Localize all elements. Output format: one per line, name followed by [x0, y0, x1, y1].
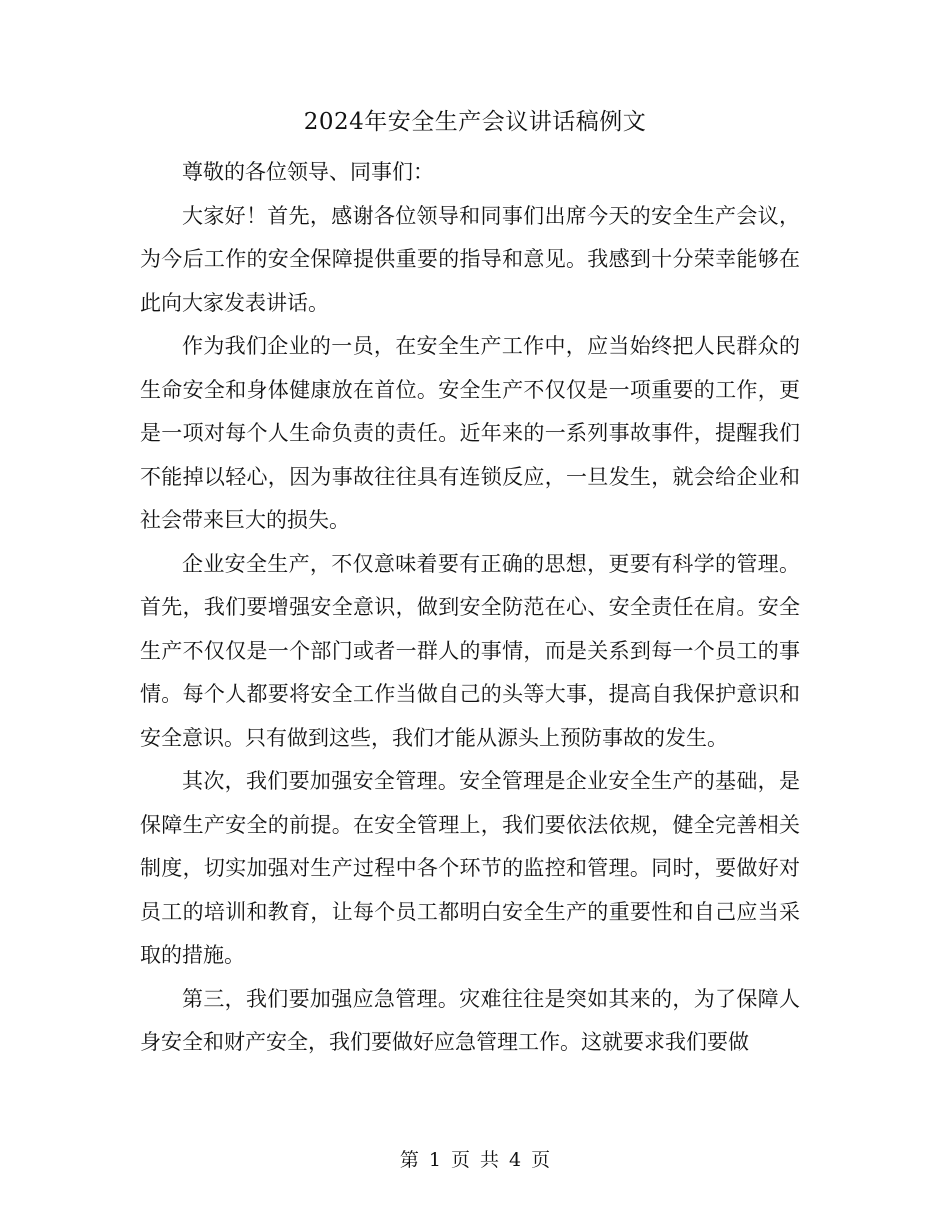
body-paragraph: 其次，我们要加强安全管理。安全管理是企业安全生产的基础，是保障生产安全的前提。在安全管理上，我们要依法依规，健全完善相关制度，切实加强对生产过程中各个环节的监控和管理。同时，要做好对员工的培训和教育，让每个员工都明白安全生产的重要性和自己应当采取的措施。 — [140, 769, 800, 967]
body-paragraph: 作为我们企业的一员，在安全生产工作中，应当始终把人民群众的生命安全和身体健康放在首位。安全生产不仅仅是一项重要的工作，更是一项对每个人生命负责的责任。近年来的一系列事故事件，提醒我们不能掉以轻心，因为事故往往具有连锁反应，一旦发生，就会给企业和社会带来巨大的损失。 — [140, 334, 800, 532]
body-paragraph: 企业安全生产，不仅意味着要有正确的思想，更要有科学的管理。首先，我们要增强安全意识，做到安全防范在心、安全责任在肩。安全生产不仅仅是一个部门或者一群人的事情，而是关系到每一个员工的事情。每个人都要将安全工作当做自己的头等大事，提高自我保护意识和安全意识。只有做到这些，我们才能从源头上预防事故的发生。 — [140, 551, 800, 750]
body-paragraph: 第三，我们要加强应急管理。灾难往往是突如其来的，为了保障人身安全和财产安全，我们要做好应急管理工作。这就要求我们要做 — [140, 986, 800, 1054]
body-paragraph: 大家好！首先，感谢各位领导和同事们出席今天的安全生产会议，为今后工作的安全保障提供重要的指导和意见。我感到十分荣幸能够在此向大家发表讲话。 — [140, 203, 800, 315]
document-body — [140, 151, 800, 1065]
greeting-paragraph: 尊敬的各位领导、同事们： — [182, 160, 434, 184]
page-number-footer: 第 1 页 共 4 页 — [399, 1149, 551, 1171]
document-title: 2024年安全生产会议讲话稿例文 — [303, 109, 647, 135]
